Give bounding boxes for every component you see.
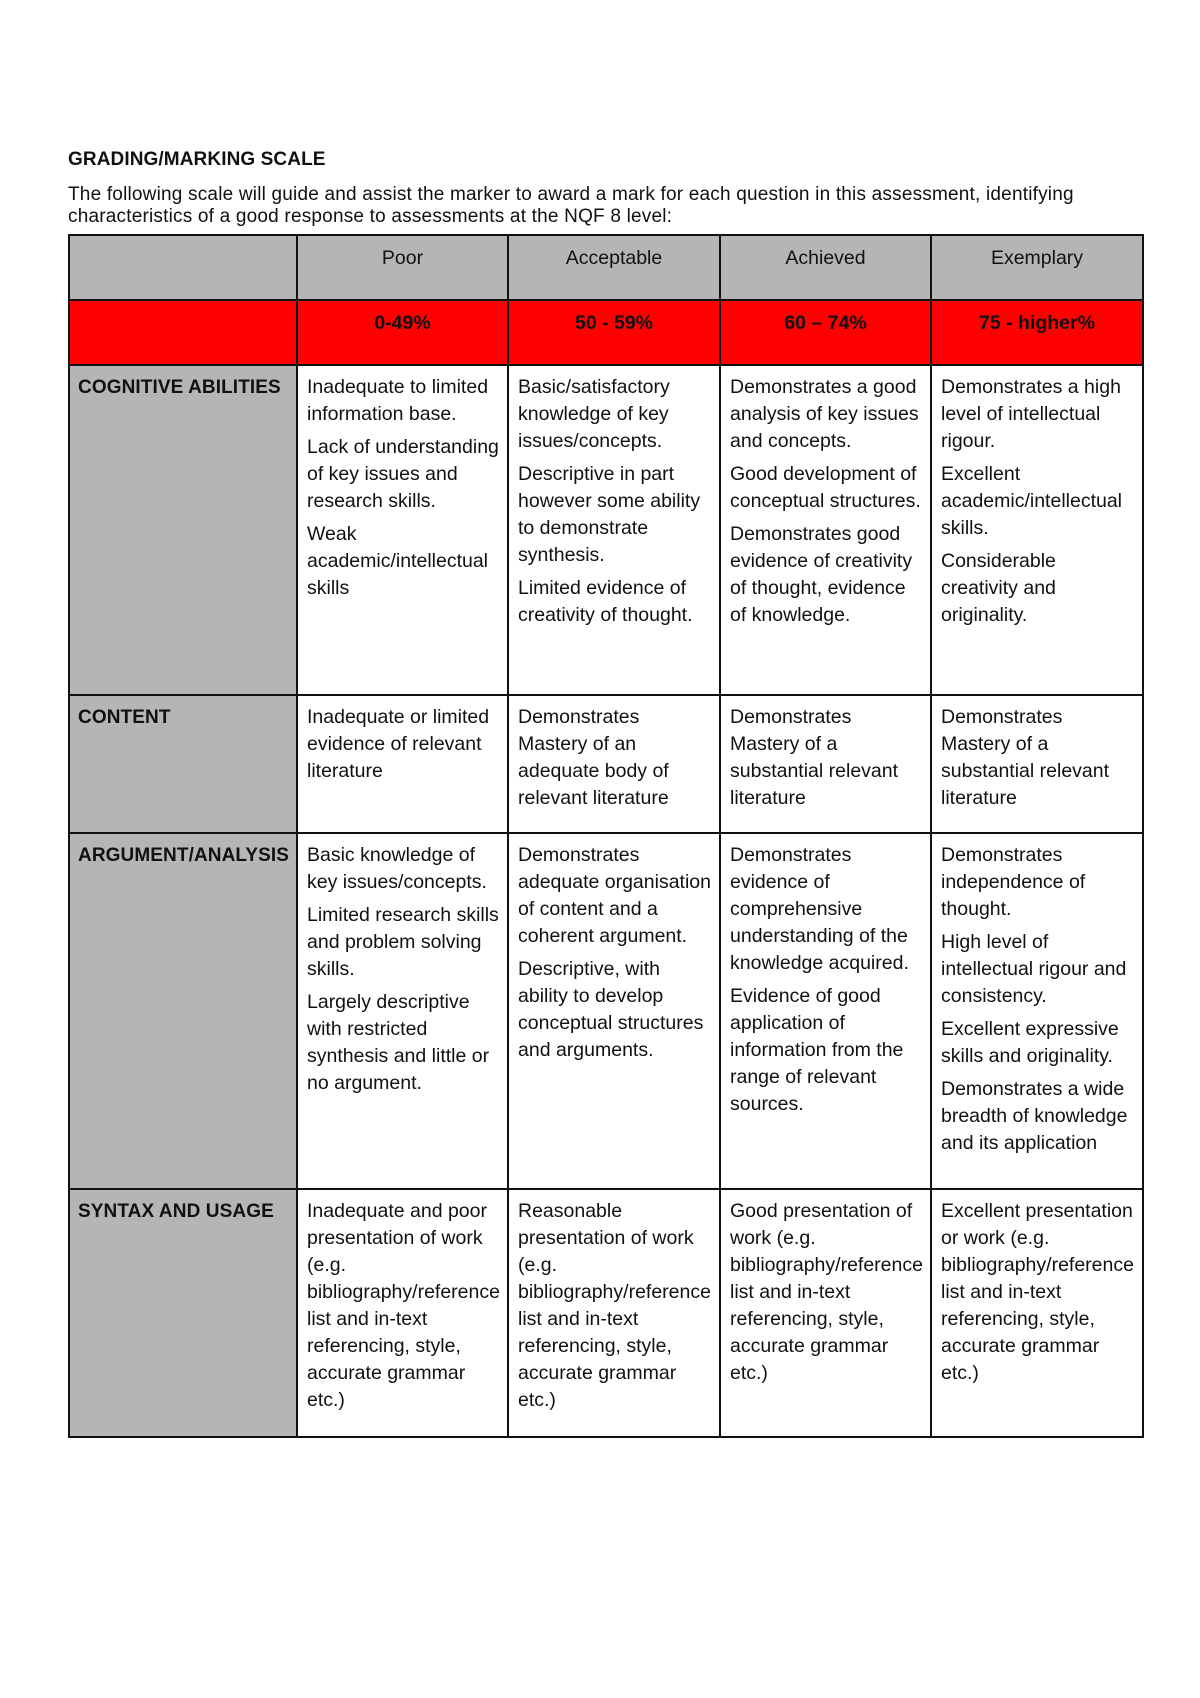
descriptor-cell [508, 833, 720, 1189]
range-acceptable: 50 - 59% [508, 300, 720, 365]
criterion-row-syntax-and-usage [69, 1189, 1143, 1437]
descriptor-cell [931, 695, 1143, 833]
descriptor-cell [297, 1189, 508, 1437]
descriptor-line: Demonstrates Mastery of a substantial relevant literature [730, 706, 899, 809]
descriptor-cell [931, 833, 1143, 1189]
descriptor-cell [297, 833, 508, 1189]
descriptor-cell [297, 365, 508, 695]
descriptor-line: Excellent presentation or work (e.g. bibliography/reference list and in-text referencing, style, accurate grammar etc.) [941, 1200, 1134, 1384]
descriptor-line: Good development of conceptual structures. [730, 463, 921, 512]
level-acceptable: Acceptable [508, 235, 720, 300]
corner-cell [69, 235, 297, 300]
descriptor-cell [508, 1189, 720, 1437]
level-exemplary: Exemplary [931, 235, 1143, 300]
descriptor-line: Demonstrates adequate organisation of content and a coherent argument. [518, 844, 711, 947]
descriptor-line: High level of intellectual rigour and consistency. [941, 931, 1127, 1007]
descriptor-line: Considerable creativity and originality. [941, 550, 1056, 626]
descriptor-cell [720, 365, 931, 695]
range-achieved: 60 – 74% [720, 300, 931, 365]
level-achieved: Achieved [720, 235, 931, 300]
descriptor-line: Demonstrates a wide breadth of knowledge and its application [941, 1078, 1128, 1154]
criterion-label: CONTENT [69, 695, 297, 833]
descriptor-line: Excellent expressive skills and originality. [941, 1018, 1119, 1067]
descriptor-cell [720, 833, 931, 1189]
descriptor-line: Demonstrates good evidence of creativity of thought, evidence of knowledge. [730, 523, 913, 626]
descriptor-line: Demonstrates a high level of intellectual rigour. [941, 376, 1121, 452]
descriptor-cell [931, 1189, 1143, 1437]
descriptor-cell [297, 695, 508, 833]
descriptor-cell [508, 695, 720, 833]
intro-paragraph: The following scale will guide and assist the marker to award a mark for each question in this assessment, identifying characteristics of a good response to assessments at the NQF 8 level: [68, 184, 1074, 227]
range-row [69, 300, 1143, 365]
descriptor-line: Excellent academic/intellectual skills. [941, 463, 1123, 539]
descriptor-line: Limited research skills and problem solving skills. [307, 904, 499, 980]
level-poor: Poor [297, 235, 508, 300]
criterion-label: SYNTAX AND USAGE [69, 1189, 297, 1437]
descriptor-line: Descriptive, with ability to develop conceptual structures and arguments. [518, 958, 704, 1061]
section-heading: GRADING/MARKING SCALE [68, 149, 326, 170]
range-corner-cell [69, 300, 297, 365]
criterion-row-content [69, 695, 1143, 833]
descriptor-line: Demonstrates independence of thought. [941, 844, 1086, 920]
range-poor: 0-49% [297, 300, 508, 365]
grading-rubric-table [68, 234, 1144, 1438]
descriptor-line: Largely descriptive with restricted synthesis and little or no argument. [307, 991, 490, 1094]
descriptor-cell [931, 365, 1143, 695]
descriptor-line: Demonstrates a good analysis of key issues and concepts. [730, 376, 919, 452]
descriptor-cell [720, 695, 931, 833]
descriptor-line: Evidence of good application of information from the range of relevant sources. [730, 985, 904, 1115]
descriptor-line: Good presentation of work (e.g. bibliography/reference list and in-text referencing, style, accurate grammar etc.) [730, 1200, 923, 1384]
descriptor-line: Demonstrates Mastery of an adequate body of relevant literature [518, 706, 669, 809]
descriptor-line: Reasonable presentation of work (e.g. bibliography/reference list and in-text referencing, style, accurate grammar etc.) [518, 1200, 711, 1411]
descriptor-cell [508, 365, 720, 695]
grading-scale-section [68, 149, 1142, 1438]
descriptor-line: Basic knowledge of key issues/concepts. [307, 844, 487, 893]
range-exemplary: 75 - higher% [931, 300, 1143, 365]
criterion-row-cognitive-abilities [69, 365, 1143, 695]
descriptor-line: Descriptive in part however some ability to demonstrate synthesis. [518, 463, 701, 566]
descriptor-line: Basic/satisfactory knowledge of key issues/concepts. [518, 376, 670, 452]
criterion-label: ARGUMENT/ANALYSIS [69, 833, 297, 1189]
descriptor-line: Inadequate to limited information base. [307, 376, 489, 425]
descriptor-line: Limited evidence of creativity of thought. [518, 577, 693, 626]
descriptor-line: Inadequate or limited evidence of relevant literature [307, 706, 490, 782]
descriptor-line: Inadequate and poor presentation of work (e.g. bibliography/reference list and in-text referencing, style, accurate grammar etc.) [307, 1200, 500, 1411]
descriptor-line: Demonstrates Mastery of a substantial relevant literature [941, 706, 1110, 809]
descriptor-line: Demonstrates evidence of comprehensive understanding of the knowledge acquired. [730, 844, 909, 974]
criterion-row-argument-analysis [69, 833, 1143, 1189]
descriptor-line: Lack of understanding of key issues and research skills. [307, 436, 499, 512]
descriptor-cell [720, 1189, 931, 1437]
descriptor-line: Weak academic/intellectual skills [307, 523, 489, 599]
level-header-row [69, 235, 1143, 300]
criterion-label: COGNITIVE ABILITIES [69, 365, 297, 695]
